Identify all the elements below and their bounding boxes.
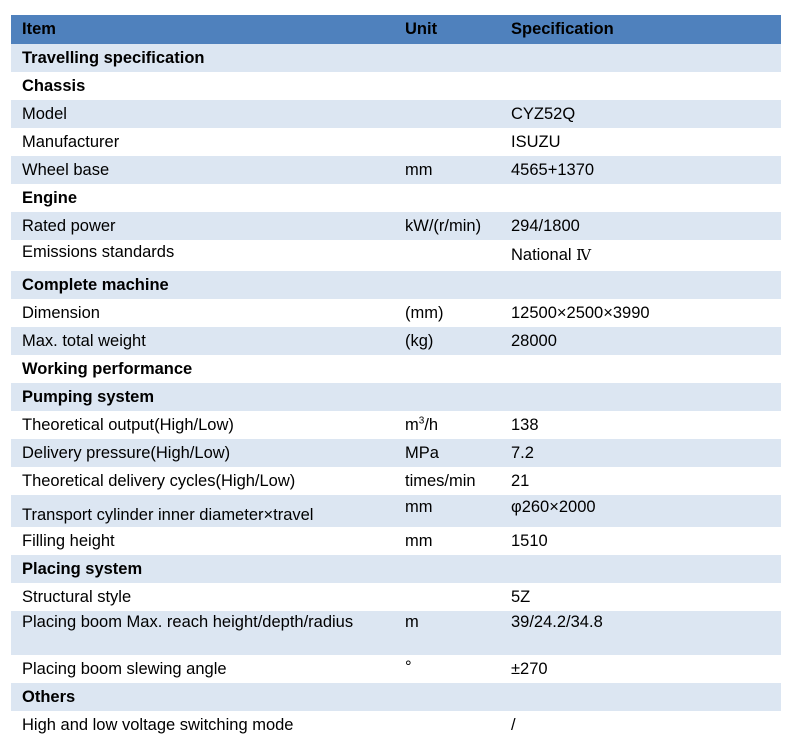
row-unit bbox=[394, 240, 500, 271]
row-spec: 1510 bbox=[500, 527, 781, 555]
row-spec: 39/24.2/34.8 bbox=[500, 611, 781, 655]
row-item: Max. total weight bbox=[11, 327, 394, 355]
row-item: Wheel base bbox=[11, 156, 394, 184]
table-row bbox=[11, 611, 781, 655]
row-spec: 7.2 bbox=[500, 439, 781, 467]
row-spec: 28000 bbox=[500, 327, 781, 355]
table-row bbox=[11, 100, 781, 128]
section-travelling bbox=[11, 44, 781, 72]
row-spec: CYZ52Q bbox=[500, 100, 781, 128]
row-spec: 12500×2500×3990 bbox=[500, 299, 781, 327]
row-unit: MPa bbox=[394, 439, 500, 467]
header-item: Item bbox=[11, 15, 394, 44]
row-spec: ISUZU bbox=[500, 128, 781, 156]
row-unit: (kg) bbox=[394, 327, 500, 355]
section-working-performance bbox=[11, 355, 781, 383]
table-header-row bbox=[11, 15, 781, 44]
table-row bbox=[11, 655, 781, 683]
table-row bbox=[11, 240, 781, 271]
row-unit bbox=[394, 411, 500, 439]
row-item: Structural style bbox=[11, 583, 394, 611]
row-unit: mm bbox=[394, 156, 500, 184]
table-row bbox=[11, 527, 781, 555]
row-spec: ±270 bbox=[500, 655, 781, 683]
row-unit: mm bbox=[394, 495, 500, 527]
row-item: Placing boom Max. reach height/depth/radius bbox=[11, 611, 394, 655]
table-row bbox=[11, 467, 781, 495]
table-row bbox=[11, 128, 781, 156]
table-row bbox=[11, 495, 781, 527]
section-title: Chassis bbox=[11, 72, 394, 100]
table-row bbox=[11, 156, 781, 184]
row-item: Filling height bbox=[11, 527, 394, 555]
row-item: Emissions standards bbox=[11, 240, 394, 271]
header-specification: Specification bbox=[500, 15, 781, 44]
row-spec: / bbox=[500, 711, 781, 739]
row-unit bbox=[394, 128, 500, 156]
row-unit bbox=[394, 711, 500, 739]
section-others bbox=[11, 683, 781, 711]
section-chassis bbox=[11, 72, 781, 100]
row-unit bbox=[394, 100, 500, 128]
row-item: Dimension bbox=[11, 299, 394, 327]
table-row bbox=[11, 411, 781, 439]
row-item: High and low voltage switching mode bbox=[11, 711, 394, 739]
row-spec: 138 bbox=[500, 411, 781, 439]
row-item: Delivery pressure(High/Low) bbox=[11, 439, 394, 467]
row-spec: 4565+1370 bbox=[500, 156, 781, 184]
row-unit bbox=[394, 583, 500, 611]
row-unit: m bbox=[394, 611, 500, 655]
specification-table bbox=[11, 15, 781, 739]
row-unit: mm bbox=[394, 527, 500, 555]
row-spec: φ260×2000 bbox=[500, 495, 781, 527]
table-row bbox=[11, 711, 781, 739]
section-title: Pumping system bbox=[11, 383, 394, 411]
row-item: Rated power bbox=[11, 212, 394, 240]
section-engine bbox=[11, 184, 781, 212]
unit-base: m bbox=[405, 415, 419, 434]
row-item: Theoretical delivery cycles(High/Low) bbox=[11, 467, 394, 495]
section-title: Placing system bbox=[11, 555, 394, 583]
spec-text: National bbox=[511, 246, 572, 264]
row-spec bbox=[500, 240, 781, 271]
section-pumping-system bbox=[11, 383, 781, 411]
table-row bbox=[11, 299, 781, 327]
table-row bbox=[11, 327, 781, 355]
unit-rest: /h bbox=[424, 415, 439, 434]
row-item: Transport cylinder inner diameter×travel bbox=[11, 495, 394, 527]
row-spec: 5Z bbox=[500, 583, 781, 611]
header-unit: Unit bbox=[394, 15, 500, 44]
row-spec: 21 bbox=[500, 467, 781, 495]
row-spec: 294/1800 bbox=[500, 212, 781, 240]
row-unit: ° bbox=[394, 655, 500, 683]
section-placing-system bbox=[11, 555, 781, 583]
section-title: Travelling specification bbox=[11, 44, 394, 72]
section-title: Others bbox=[11, 683, 394, 711]
section-title: Complete machine bbox=[11, 271, 394, 299]
row-unit: times/min bbox=[394, 467, 500, 495]
section-complete-machine bbox=[11, 271, 781, 299]
table-row bbox=[11, 212, 781, 240]
section-title: Engine bbox=[11, 184, 394, 212]
row-unit: (mm) bbox=[394, 299, 500, 327]
spec-roman-numeral: Ⅳ bbox=[576, 246, 592, 264]
row-item: Manufacturer bbox=[11, 128, 394, 156]
row-item: Model bbox=[11, 100, 394, 128]
row-item: Theoretical output(High/Low) bbox=[11, 411, 394, 439]
table-row bbox=[11, 439, 781, 467]
unit-superscript: 3 bbox=[418, 415, 425, 426]
row-item: Placing boom slewing angle bbox=[11, 655, 394, 683]
section-title: Working performance bbox=[11, 355, 394, 383]
table-row bbox=[11, 583, 781, 611]
row-unit: kW/(r/min) bbox=[394, 212, 500, 240]
